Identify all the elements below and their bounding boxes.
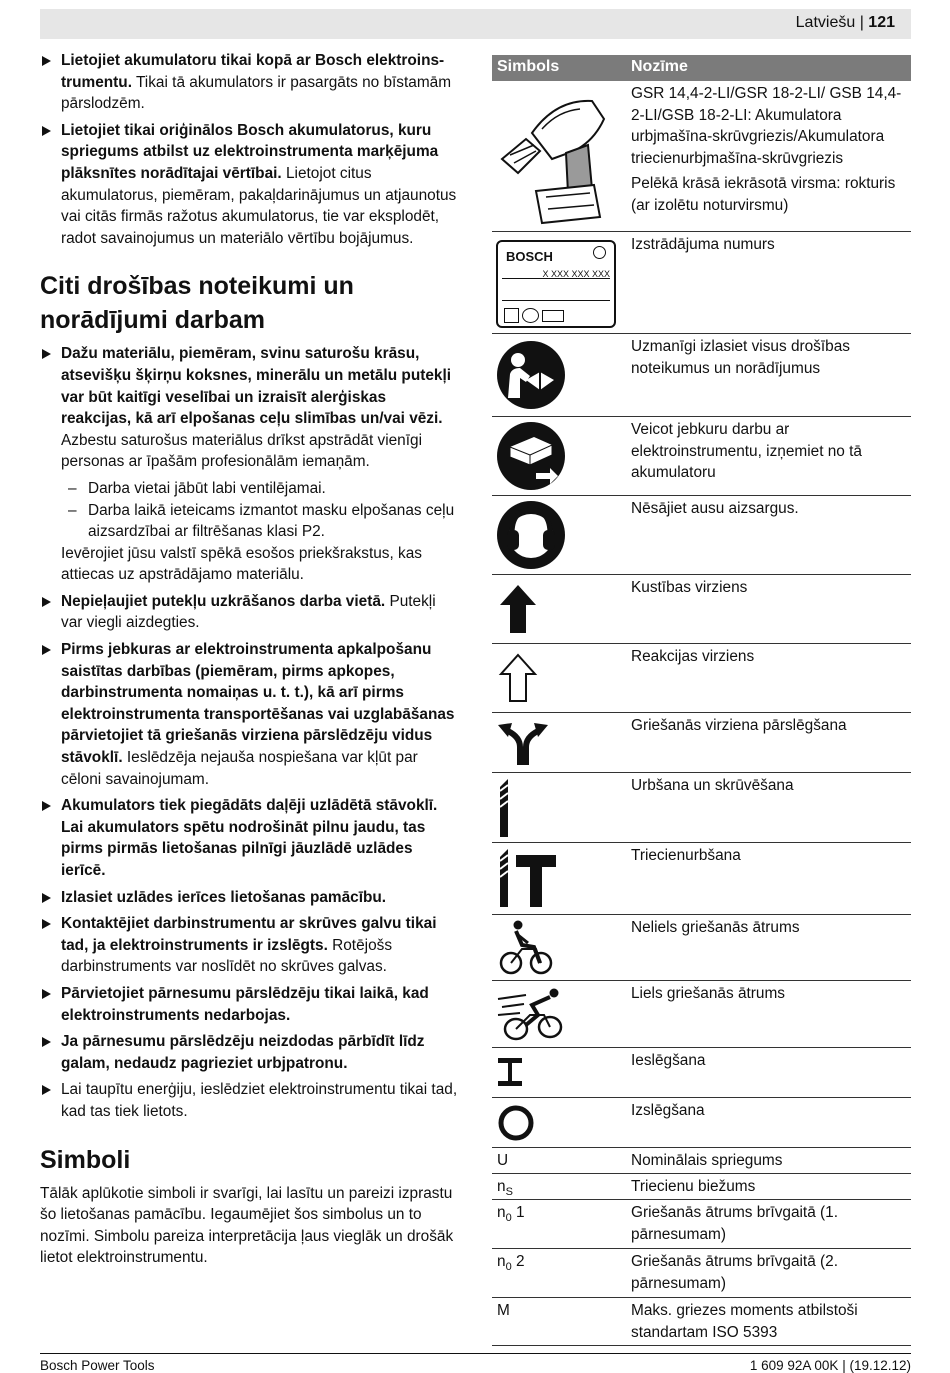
power-off-icon: [496, 1104, 536, 1149]
bullet-item: [40, 913, 458, 978]
bullet-bold: Izlasiet uzlādes ierīces lietošanas pamācību.: [61, 888, 387, 906]
symbol-text: $n_0$ 1: [497, 1204, 525, 1225]
drill-bit-icon: [496, 777, 516, 846]
table-row: [492, 644, 911, 713]
bullet-triangle-icon: [42, 597, 51, 607]
meaning-cell: Ieslēgšana: [631, 1052, 706, 1069]
dash-item: [40, 478, 458, 500]
nameplate-brand: BOSCH: [506, 249, 553, 264]
reaction-arrow-icon: [496, 652, 546, 711]
bullet-text: Putekļi var viegli aizdegties.: [61, 592, 436, 632]
bullet-bold: Nepieļaujiet putekļu uzkrāšanos darba vietā.: [61, 592, 386, 610]
drill-description: GSR 14,4-2-LI/GSR 18-2-LI/ GSB 14,4-2-LI/GSB 18-2-LI: Akumulatora urbjmašīna-skrūvgriezis/Akumulatora triecienurbjmašīna-skrūvgriezis: [631, 85, 902, 167]
meaning-cell: Triecienu biežums: [631, 1178, 756, 1195]
header-symbol: Simbols: [497, 58, 560, 75]
bullet-item: [40, 120, 458, 250]
bullet-item: [40, 343, 458, 473]
table-row: [492, 1200, 911, 1249]
table-row: [492, 575, 911, 644]
meaning-cell: Urbšana un skrūvēšana: [631, 777, 794, 794]
read-manual-icon: [496, 340, 566, 417]
meaning-cell: Izstrādājuma numurs: [631, 236, 775, 253]
fast-speed-icon: [496, 985, 570, 1050]
bullet-bold: Kontaktējiet darbinstrumentu ar skrūves galvu tikai tad, ja elektroinstruments ir izslēgts.: [61, 915, 437, 954]
table-row: [492, 1048, 911, 1098]
power-on-icon: [496, 1056, 524, 1095]
table-row: [492, 496, 911, 575]
grip-description: Pelēkā krāsā iekrāsotā virsma: rokturis (ar izolētu noturvirsmu): [631, 175, 896, 214]
table-row: [492, 713, 911, 773]
meaning-cell: Veicot jebkuru darbu ar elektroinstrumentu, izņemiet no tā akumulatoru: [631, 421, 862, 482]
meaning-cell: Triecienurbšana: [631, 847, 741, 864]
bullet-triangle-icon: [42, 801, 51, 811]
table-row: [492, 334, 911, 417]
slow-speed-icon: [496, 919, 556, 984]
bullet-text: Lai taupītu enerģiju, ieslēdziet elektroinstrumentu tikai tad, kad tas tiek lietots.: [61, 1081, 458, 1120]
ear-protection-icon: [496, 500, 566, 577]
bullet-item: [40, 795, 458, 881]
meaning-cell: Kustības virziens: [631, 579, 748, 596]
table-row: [492, 915, 911, 981]
rotation-switch-icon: [496, 719, 550, 774]
meaning-cell: Nominālais spriegums: [631, 1152, 783, 1169]
symbol-text: M: [497, 1302, 510, 1319]
bullet-bold: Lietojiet tikai oriģinālos Bosch akumulatorus, kuru spriegums atbilst uz elektroinstrumenta marķējuma plāksnītes norādītajai vērtībai.: [61, 121, 439, 182]
table-row: [492, 981, 911, 1048]
bullet-triangle-icon: [42, 1085, 51, 1095]
bullet-triangle-icon: [42, 126, 51, 136]
table-header: [492, 55, 911, 81]
dash-item: [40, 500, 458, 543]
bullet-triangle-icon: [42, 56, 51, 66]
plain-paragraph: Ievērojiet jūsu valstī spēkā esošos priekšrakstus, kas attiecas uz apstrādājamo materiālu.: [61, 544, 422, 584]
movement-arrow-icon: [496, 583, 546, 642]
symbol-text: $n_S$: [497, 1178, 513, 1199]
bullet-text: Tikai tā akumulators ir pasargāts no bīstamām pārslodzēm.: [61, 73, 452, 113]
hammer-drill-icon: [496, 847, 558, 916]
table-row: [492, 1098, 911, 1148]
dash-mark: –: [68, 479, 77, 497]
table-row: [492, 1249, 911, 1298]
dash-mark: –: [68, 501, 77, 519]
footer-brand: Bosch Power Tools: [40, 1358, 155, 1373]
bullet-bold: Pārvietojiet pārnesumu pārslēdzēju tikai laikā, kad elektroinstruments nedarbojas.: [61, 984, 429, 1024]
bullet-bold: Dažu materiālu, piemēram, svinu saturošu krāsu, atsevišķu šķirņu koksnes, minerālu un metālu putekļi var būt kaitīgi veselībai un izraisīt alerģiskas reakcijas, kā arī elpošanas ceļu slimības un/vai vēzi.: [61, 345, 452, 428]
bullet-item: [40, 639, 458, 790]
bullet-item: [40, 1079, 458, 1122]
meaning-cell: Nēsājiet ausu aizsargus.: [631, 500, 799, 517]
meaning-cell: Liels griešanās ātrums: [631, 985, 785, 1002]
footer-doc-number: 1 609 92A 00K | (19.12.12): [749, 1358, 911, 1373]
dash-text: Darba vietai jābūt labi ventilējamai.: [88, 479, 326, 497]
symbol-text: U: [497, 1152, 509, 1169]
bullet-triangle-icon: [42, 919, 51, 929]
meaning-cell: Griešanās ātrums brīvgaitā (2. pārnesumam): [631, 1253, 838, 1292]
meaning-cell: Reakcijas virziens: [631, 648, 755, 665]
header-language: Latviešu |: [795, 14, 869, 31]
meaning-cell: [631, 83, 909, 221]
table-row: [492, 1298, 911, 1346]
page-number: 121: [868, 14, 895, 31]
bullet-item: [40, 50, 458, 115]
bullet-text: Lietojot citus akumulatorus, piemēram, pakaļdarinājumus un atjaunotus vai citās firmās ražotus akumulatorus, tie var eksplodēt, radot savainojumus un materiālo vērtību bojājumus.: [61, 164, 457, 247]
bullet-text: Rotējošs darbinstruments var noslīdēt no skrūves galvas.: [61, 936, 393, 976]
bullet-bold: Ja pārnesumu pārslēdzēju neizdodas pārbīdīt līdz galam, nedaudz pagrieziet urbjpatronu.: [61, 1033, 425, 1072]
bullet-item: [40, 1031, 458, 1074]
remove-battery-icon: [496, 421, 566, 498]
bullet-triangle-icon: [42, 349, 51, 359]
bullet-triangle-icon: [42, 1037, 51, 1047]
meaning-cell: Neliels griešanās ātrums: [631, 919, 800, 936]
bullet-bold: Akumulators tiek piegādāts daļēji uzlādētā stāvoklī. Lai akumulators spētu nodrošināt pilnu jaudu, tas pirms pirmās lietošanas pilnīgi jāuzlādē uzlādes ierīcē.: [61, 797, 438, 879]
section-title-symbols: Simboli: [40, 1145, 131, 1174]
bullet-item: [40, 591, 458, 634]
table-row: [492, 81, 911, 232]
nameplate-icon: [496, 240, 616, 328]
meaning-cell: Griešanās virziena pārslēgšana: [631, 717, 847, 734]
section-title-safety: Citi drošības noteikumi un norādījumi darbam: [40, 272, 354, 335]
symbols-table: [492, 55, 911, 1346]
bullet-item: [40, 887, 458, 909]
table-row: [492, 1174, 911, 1200]
bosch-logo-icon: [593, 246, 606, 259]
meaning-cell: Uzmanīgi izlasiet visus drošības noteikumus un norādījumus: [631, 338, 850, 377]
table-row: [492, 773, 911, 843]
bullet-item: [40, 983, 458, 1026]
bullet-text: Ieslēdzēja nejauša nospiešana var kļūt par cēloni savainojumam.: [61, 749, 418, 788]
table-row: [492, 1148, 911, 1174]
header-meaning: Nozīme: [631, 58, 688, 75]
table-row: [492, 232, 911, 334]
drill-image: [496, 89, 614, 234]
symbols-intro: Tālāk aplūkotie simboli ir svarīgi, lai lasītu un pareizi izprastu šo lietošanas pamācību. Iegaumējiet šos simbolus un to nozīmi. Simbolu pareiza interpretācija ļaus vieglāk un drošāk lietot elektroinstrumentu.: [40, 1184, 454, 1267]
bullet-text: Azbestu saturošus materiālus drīkst apstrādāt vienīgi personas ar īpašām profesionālām iemaņām.: [61, 431, 422, 471]
table-row: [492, 417, 911, 496]
bullet-triangle-icon: [42, 893, 51, 903]
page-footer: [40, 1353, 911, 1373]
nameplate-number: X XXX XXX XXX: [542, 269, 610, 279]
bullet-triangle-icon: [42, 645, 51, 655]
table-row: [492, 843, 911, 915]
symbol-text: $n_0$ 2: [497, 1253, 525, 1274]
dash-text: Darba laikā ieteicams izmantot masku elpošanas ceļu aizsardzībai ar filtrēšanas klasi P2.: [88, 501, 455, 541]
meaning-cell: Maks. griezes moments atbilstoši standartam ISO 5393: [631, 1302, 858, 1341]
bullet-bold: Pirms jebkuras ar elektroinstrumenta apkalpošanu saistītas darbības (piemēram, pirms apkopes, darbinstrumenta nomaiņas u. t. t.), kā arī pirms elektroinstrumenta transportēšanas vai uzglabāšanas pārvietojiet tā griešanās virziena pārslēdzēju vidus stāvoklī.: [61, 641, 455, 767]
bullet-bold: Lietojiet akumulatoru tikai kopā ar Bosch elektroinstrumentu.: [61, 52, 445, 91]
meaning-cell: Griešanās ātrums brīvgaitā (1. pārnesumam): [631, 1204, 838, 1243]
page-header: [40, 9, 911, 39]
left-column: [40, 50, 458, 1269]
meaning-cell: Izslēgšana: [631, 1102, 705, 1119]
header-label: [796, 14, 895, 32]
bullet-triangle-icon: [42, 989, 51, 999]
